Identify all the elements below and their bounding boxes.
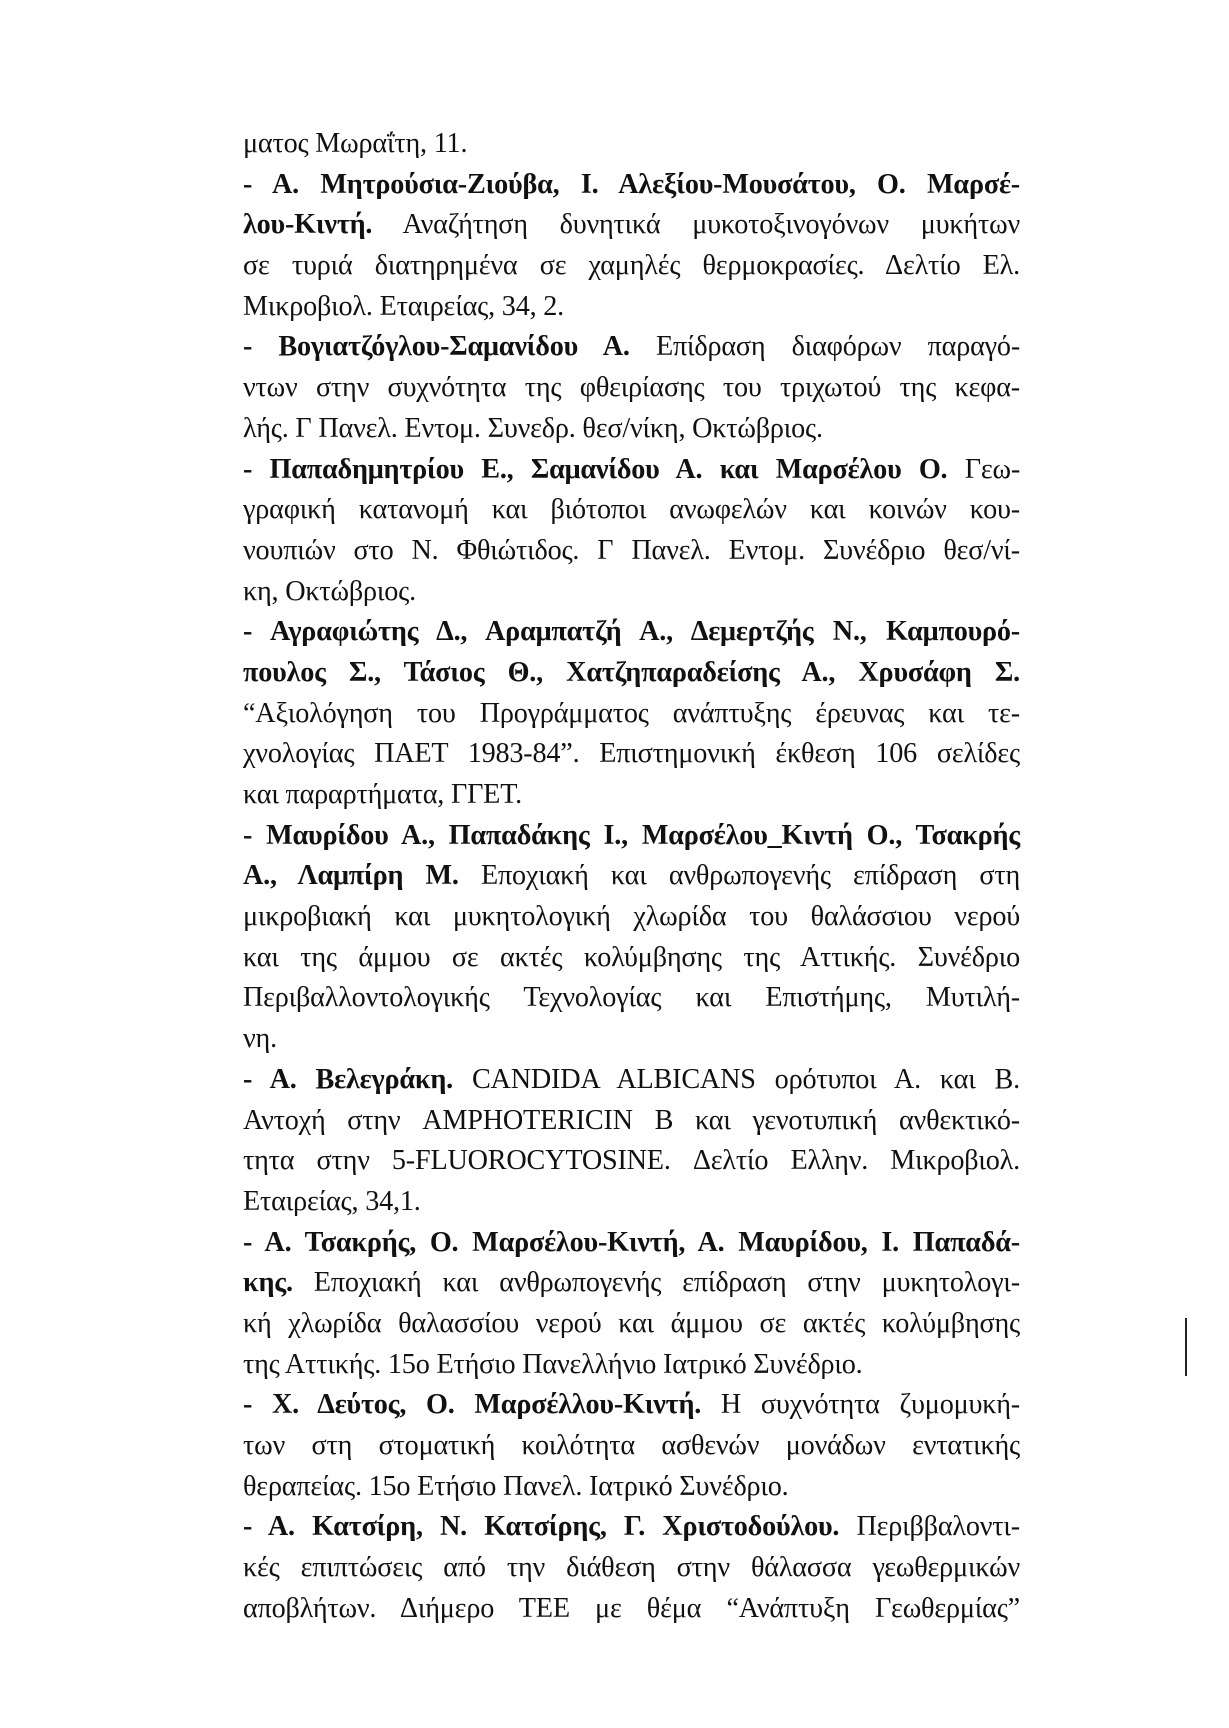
text-line	[243, 368, 1020, 409]
reference-text: γραφική κατανομή και βιότοποι ανωφελών και κοινών κου-	[243, 494, 1020, 526]
text-line	[243, 694, 1020, 735]
text-line	[243, 653, 1020, 694]
text-line	[243, 490, 1020, 531]
text-line	[243, 1385, 1020, 1426]
text-line	[243, 165, 1020, 206]
reference-text: και παραρτήματα, ΓΓΕΤ.	[243, 779, 522, 810]
author-names: Α., Λαμπίρη Μ.	[243, 860, 459, 892]
text-line	[243, 612, 1020, 653]
text-line	[243, 1548, 1020, 1589]
text-line	[243, 1507, 1020, 1548]
author-names: λου-Κιντή.	[243, 209, 373, 241]
text-line	[243, 205, 1020, 246]
text-line	[243, 287, 1020, 328]
text-line	[243, 124, 1020, 165]
author-names: - Παπαδημητρίου Ε., Σαμανίδου Α. και Μαρσέλου Ο.	[243, 453, 948, 485]
text-line	[243, 1223, 1020, 1264]
author-names: - Α. Μητρούσια-Ζιούβα, Ι. Αλεξίου-Μουσάτου, Ο. Μαρσέ-	[243, 168, 1020, 200]
text-line	[243, 450, 1020, 491]
text-line	[243, 1467, 1020, 1508]
reference-text: Περιβαλλοντολογικής Τεχνολογίας και Επιστήμης, Μυτιλή-	[243, 982, 1020, 1014]
text-line	[243, 1589, 1020, 1630]
reference-text: μικροβιακή και μυκητολογική χλωρίδα του θαλάσσιου νερού	[243, 901, 1020, 933]
text-line	[243, 572, 1020, 613]
text-line	[243, 938, 1020, 979]
reference-text: CANDIDA ALBICANS ορότυποι Α. και Β.	[453, 1063, 1021, 1095]
text-line	[243, 1304, 1020, 1345]
text-line	[243, 1182, 1020, 1223]
reference-text: Αντοχή στην AMPHOTERICIN B και γενοτυπική ανθεκτικό-	[243, 1104, 1020, 1136]
reference-text: κές επιπτώσεις από την διάθεση στην θάλασσα γεωθερμικών	[243, 1552, 1020, 1584]
author-names: - Α. Βελεγράκη.	[243, 1063, 453, 1095]
text-line	[243, 978, 1020, 1019]
reference-text: κή χλωρίδα θαλασσίου νερού και άμμου σε ακτές κολύμβησης	[243, 1307, 1020, 1339]
reference-text: χνολογίας ΠΑΕΤ 1983-84”. Επιστημονική έκθεση 106 σελίδες	[243, 738, 1020, 770]
text-line	[243, 1426, 1020, 1467]
reference-text: Περιββαλοντι-	[839, 1511, 1020, 1543]
text-line	[243, 409, 1020, 450]
reference-text: σε τυριά διατηρημένα σε χαμηλές θερμοκρασίες. Δελτίο Ελ.	[243, 250, 1020, 282]
text-line	[243, 1263, 1020, 1304]
reference-text: ντων στην συχνότητα της φθειρίασης του τριχωτού της κεφα-	[243, 372, 1020, 404]
reference-text: ματος Μωραΐτη, 11.	[243, 128, 468, 159]
reference-text: τητα στην 5-FLUOROCYTOSINE. Δελτίο Ελλην. Μικροβιολ.	[243, 1145, 1020, 1177]
reference-text: Γεω-	[947, 453, 1021, 485]
reference-list	[243, 124, 1020, 1629]
reference-text: κη, Οκτώβριος.	[243, 575, 416, 607]
reference-text: Αναζήτηση δυνητικά μυκοτοξινογόνων μυκήτων	[372, 209, 1020, 241]
reference-text: νη.	[243, 1023, 277, 1055]
text-line	[243, 1141, 1020, 1182]
author-names: - Αγραφιώτης Δ., Αραμπατζή Α., Δεμερτζής Ν., Καμπουρό-	[243, 616, 1020, 648]
text-line	[243, 1345, 1020, 1386]
text-line	[243, 897, 1020, 938]
text-line	[243, 327, 1020, 368]
author-names: κης.	[243, 1267, 293, 1299]
author-names: - Μαυρίδου Α., Παπαδάκης Ι., Μαρσέλου_Κιντή Ο., Τσακρής	[243, 819, 1020, 851]
reference-text: Η συχνότητα ζυμομυκή-	[701, 1389, 1020, 1421]
author-names: - Βογιατζόγλου-Σαμανίδου Α.	[243, 331, 630, 363]
text-line	[243, 734, 1020, 775]
reference-text: αποβλήτων. Διήμερο ΤΕΕ με θέμα “Ανάπτυξη Γεωθερμίας”	[243, 1592, 1020, 1624]
reference-text: και της άμμου σε ακτές κολύμβησης της Αττικής. Συνέδριο	[243, 941, 1020, 973]
text-line	[243, 816, 1020, 857]
author-names: πουλος Σ., Τάσιος Θ., Χατζηπαραδείσης Α., Χρυσάφη Σ.	[243, 656, 1020, 688]
reference-text: της Αττικής. 15ο Ετήσιο Πανελλήνιο Ιατρικό Συνέδριο.	[243, 1348, 863, 1380]
reference-text: “Αξιολόγηση του Προγράμματος ανάπτυξης έρευνας και τε-	[243, 697, 1020, 729]
reference-text: νουπιών στο Ν. Φθιώτιδος. Γ Πανελ. Εντομ. Συνέδριο θεσ/νί-	[243, 534, 1020, 566]
reference-text: θεραπείας. 15ο Ετήσιο Πανελ. Ιατρικό Συνέδριο.	[243, 1470, 789, 1502]
text-line	[243, 856, 1020, 897]
reference-text: Εταιρείας, 34,1.	[243, 1185, 421, 1217]
text-line	[243, 1101, 1020, 1142]
reference-text: Επίδραση διαφόρων παραγό-	[629, 331, 1021, 363]
text-line	[243, 775, 1020, 816]
reference-text: των στη στοματική κοιλότητα ασθενών μονάδων εντατικής	[243, 1430, 1020, 1461]
reference-text: λής. Γ Πανελ. Εντομ. Συνεδρ. θεσ/νίκη, Οκτώβριος.	[243, 412, 823, 444]
author-names: - Α. Κατσίρη, Ν. Κατσίρης, Γ. Χριστοδούλου.	[243, 1511, 840, 1543]
margin-rule	[1185, 1318, 1187, 1376]
reference-text: Μικροβιολ. Εταιρείας, 34, 2.	[243, 290, 565, 322]
text-line	[243, 246, 1020, 287]
reference-text: Εποχιακή και ανθρωπογενής επίδραση στη	[458, 860, 1021, 892]
author-names: - Χ. Δεύτος, Ο. Μαρσέλλου-Κιντή.	[243, 1389, 702, 1421]
author-names: - Α. Τσακρής, Ο. Μαρσέλου-Κιντή, Α. Μαυρίδου, Ι. Παπαδά-	[243, 1226, 1020, 1258]
text-line	[243, 1060, 1020, 1101]
reference-text: Εποχιακή και ανθρωπογενής επίδραση στην μυκητολογι-	[292, 1267, 1020, 1299]
text-line	[243, 531, 1020, 572]
text-line	[243, 1019, 1020, 1060]
